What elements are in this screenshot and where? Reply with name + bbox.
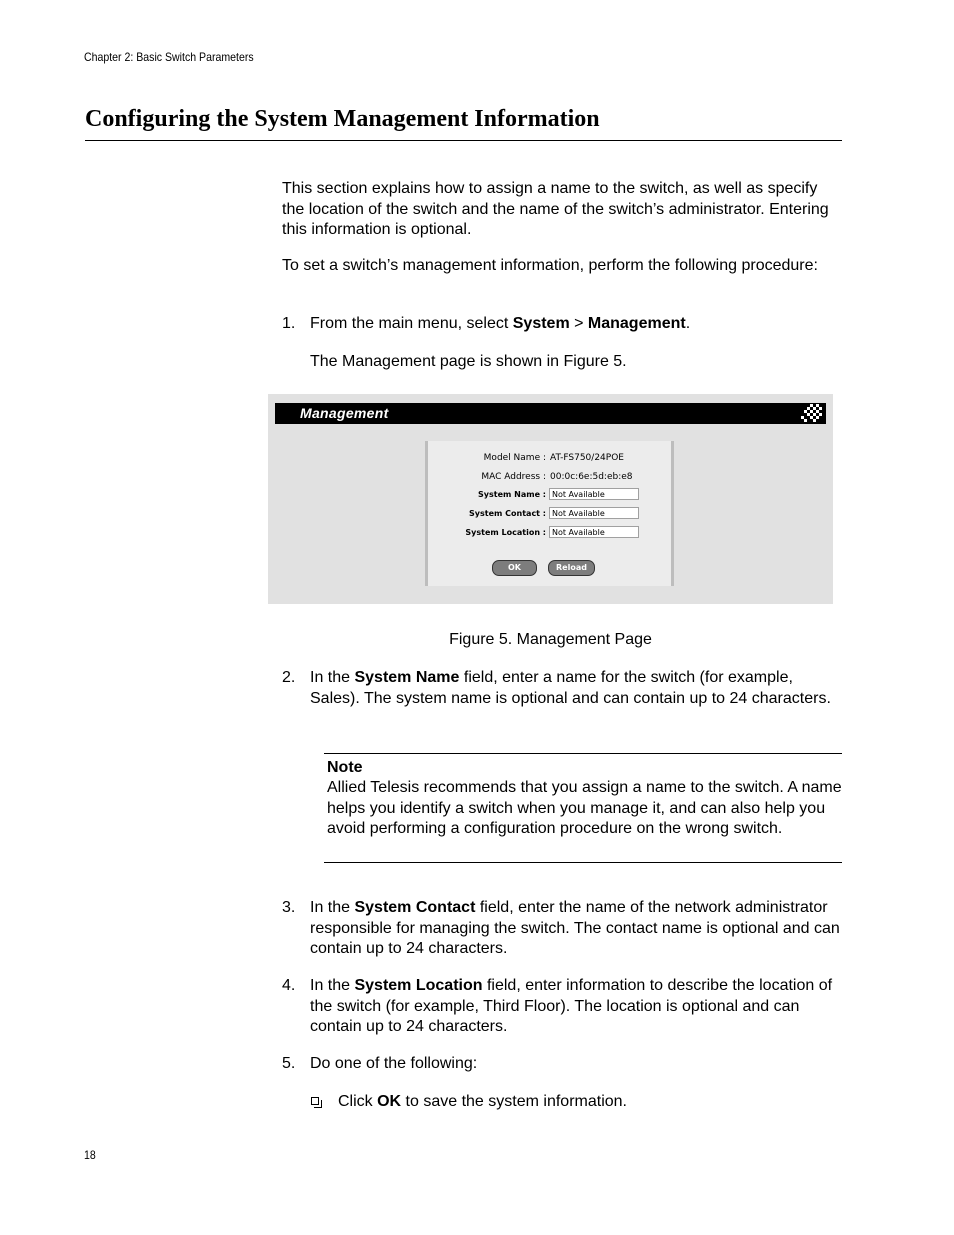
step-number: 3. — [282, 899, 296, 916]
checkbox-bullet-icon — [311, 1097, 319, 1105]
step-text-pre: In the — [310, 899, 355, 916]
step-number: 2. — [282, 669, 296, 686]
field-name-system-contact: System Contact — [354, 899, 476, 916]
step-number: 1. — [282, 315, 296, 332]
step-text-pre: From the main menu, select — [310, 315, 513, 332]
ok-keyword: OK — [377, 1093, 402, 1110]
figure-reference: The Management page is shown in Figure 5. — [310, 353, 627, 370]
management-page-figure — [268, 394, 833, 604]
system-contact-input[interactable]: Not Available — [549, 507, 639, 519]
system-name-input[interactable]: Not Available — [549, 488, 639, 500]
menu-management: Management — [587, 315, 686, 332]
procedure-intro: To set a switch’s management information, perform the following procedure: — [282, 257, 818, 274]
step-text: Do one of the following: — [310, 1055, 478, 1072]
menu-system: System — [512, 315, 570, 332]
step-text-post: . — [685, 315, 691, 332]
bullet-text-post: to save the system information. — [401, 1093, 627, 1110]
mac-value: 00:0c:6e:5d:eb:e8 — [550, 472, 633, 482]
step-text-pre: In the — [310, 669, 355, 686]
ok-button[interactable]: OK — [492, 560, 537, 576]
title-divider — [85, 140, 842, 141]
menu-separator: > — [569, 315, 588, 332]
reload-button[interactable]: Reload — [548, 560, 595, 576]
step-text — [310, 976, 842, 1038]
management-form — [425, 441, 674, 586]
section-title: Configuring the System Management Information — [85, 106, 600, 132]
note-box — [324, 753, 842, 863]
system-name-label: System Name : — [478, 490, 546, 499]
note-body: Allied Telesis recommends that you assign a name to the switch. A name helps you identify a switch when you manage it, and can also help you avoid performing a configuration procedure on the wrong switch. — [327, 779, 842, 837]
bullet-text-pre: Click — [338, 1093, 378, 1110]
running-header: Chapter 2: Basic Switch Parameters — [84, 50, 254, 64]
field-name-system-name: System Name — [354, 669, 460, 686]
page-number: 18 — [84, 1148, 96, 1162]
step-number: 4. — [282, 977, 296, 994]
step-text — [310, 314, 842, 335]
system-contact-label: System Contact : — [469, 509, 546, 518]
intro-paragraph: This section explains how to assign a name to the switch, as well as specify the location of the switch and the name of the switch’s administrator. Entering this information is optional. — [282, 180, 829, 238]
management-title-bar — [275, 403, 826, 424]
step-text-post: field, enter the name of the network administrator responsible for managing the switch. The contact name is optional and can contain up to 24 characters. — [310, 899, 840, 957]
note-heading: Note — [327, 759, 363, 776]
mac-label: MAC Address : — [481, 472, 546, 482]
system-location-label: System Location : — [465, 528, 546, 537]
step-text — [310, 898, 842, 960]
system-location-input[interactable]: Not Available — [549, 526, 639, 538]
step-number: 5. — [282, 1055, 296, 1072]
step-text-post: field, enter a name for the switch (for example, Sales). The system name is optional and can contain up to 24 characters. — [310, 669, 831, 707]
model-value: AT-FS750/24POE — [550, 453, 624, 463]
checkered-logo-icon — [800, 403, 822, 424]
model-label: Model Name : — [483, 453, 546, 463]
bullet-text — [338, 1092, 627, 1113]
figure-caption: Figure 5. Management Page — [449, 631, 652, 648]
field-name-system-location: System Location — [354, 977, 483, 994]
step-text — [310, 668, 842, 709]
step-text-post: field, enter information to describe the location of the switch (for example, Third Floor). The location is optional and can contain up to 24 characters. — [310, 977, 833, 1035]
step-text-pre: In the — [310, 977, 355, 994]
management-title: Management — [300, 405, 389, 421]
